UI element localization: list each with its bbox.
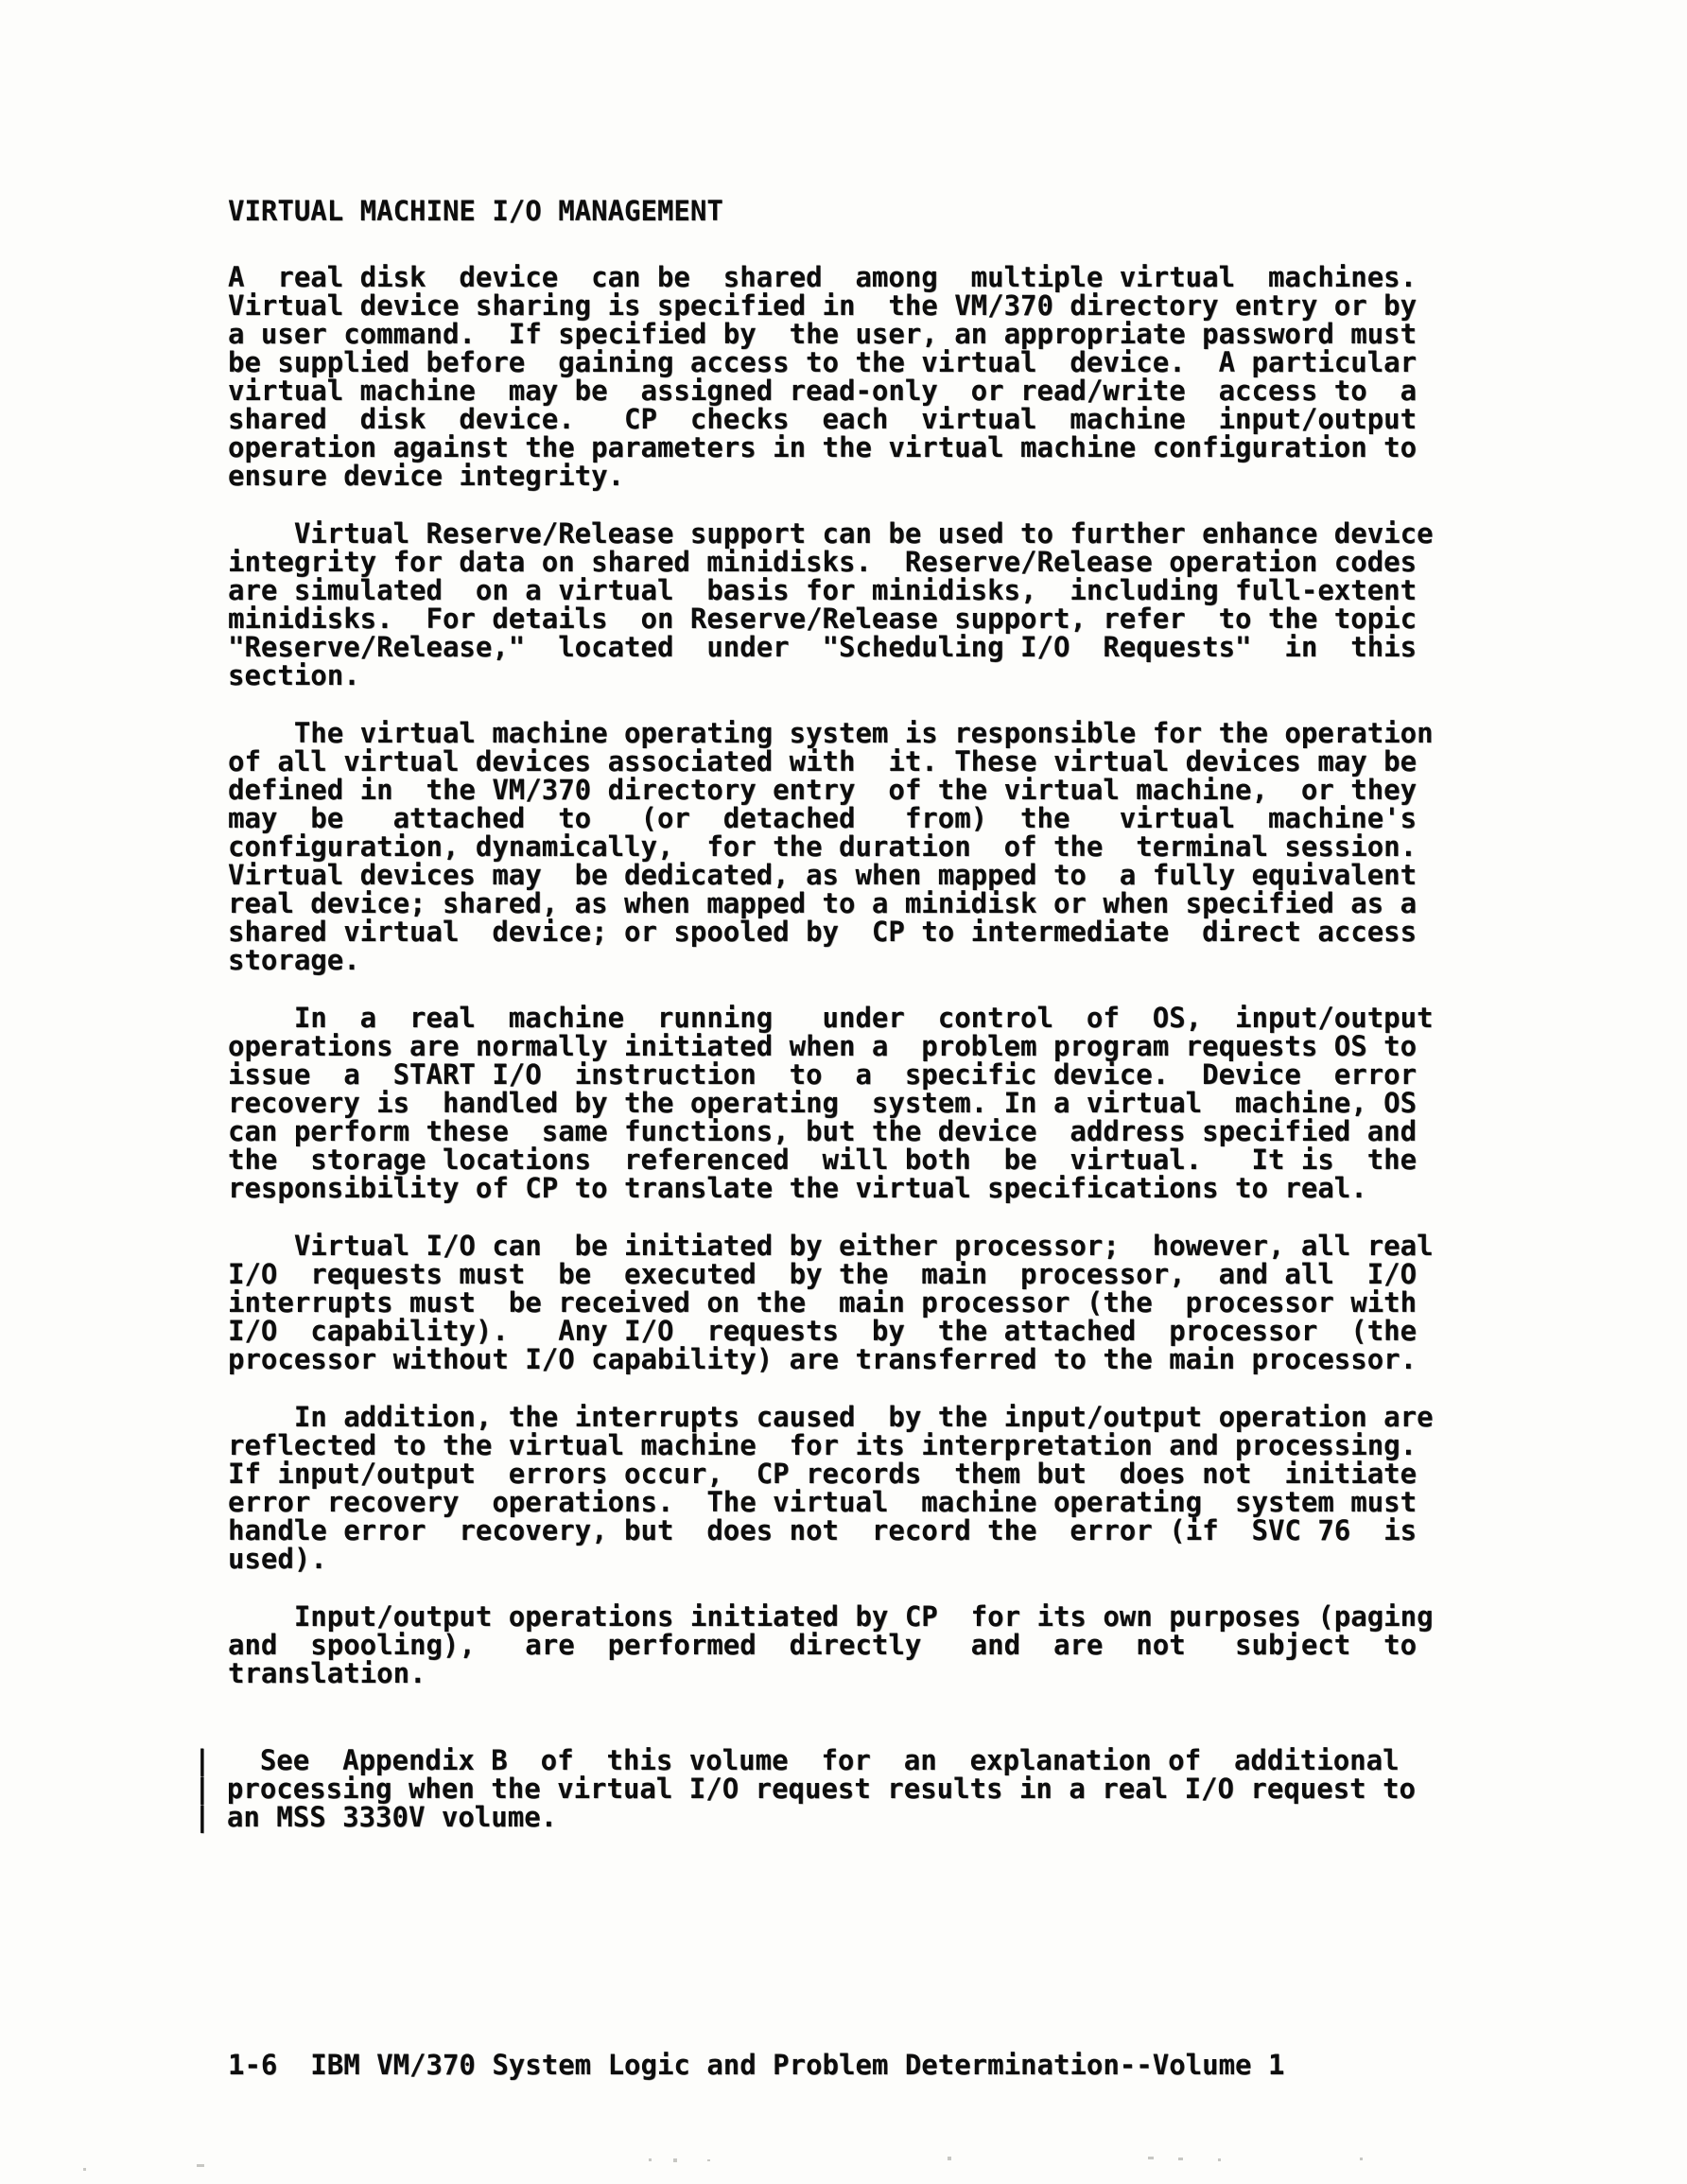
text-line: used). xyxy=(228,1543,327,1575)
text-line: operations are normally initiated when a problem program requests OS to xyxy=(228,1030,1417,1062)
scan-noise-speck xyxy=(1148,2157,1154,2159)
text-line: I/O requests must be executed by the main processor, and all I/O xyxy=(228,1258,1417,1290)
text-line: recovery is handled by the operating system. In a virtual machine, OS xyxy=(228,1087,1417,1119)
text-line: storage. xyxy=(228,944,360,976)
paragraph xyxy=(228,1232,1495,1373)
text-line: operation against the parameters in the virtual machine configuration to xyxy=(228,431,1417,463)
text-line: The virtual machine operating system is responsible for the operation xyxy=(228,717,1434,749)
page-footer: 1-6 IBM VM/370 System Logic and Problem Determination--Volume 1 xyxy=(228,2049,1285,2081)
paragraph xyxy=(228,1004,1495,1202)
text-line: a user command. If specified by the user, an appropriate password must xyxy=(228,318,1417,350)
text-line: real device; shared, as when mapped to a minidisk or when specified as a xyxy=(228,887,1417,919)
paragraph xyxy=(228,263,1495,490)
text-line: are simulated on a virtual basis for minidisks, including full-extent xyxy=(228,574,1417,606)
text-line: can perform these same functions, but the device address specified and xyxy=(228,1115,1417,1147)
text-line: In a real machine running under control of OS, input/output xyxy=(228,1002,1434,1034)
text-line: I/O capability). Any I/O requests by the attached processor (the xyxy=(228,1315,1417,1347)
text-line: Virtual devices may be dedicated, as when mapped to a fully equivalent xyxy=(228,859,1417,891)
text-line: Virtual device sharing is specified in the VM/370 directory entry or by xyxy=(228,289,1417,322)
paragraph xyxy=(228,719,1495,974)
scan-noise-speck xyxy=(707,2159,710,2161)
text-column xyxy=(194,195,1495,1833)
text-line: section. xyxy=(228,659,360,691)
text-line: translation. xyxy=(228,1657,426,1689)
text-line: and spooling), are performed directly and are not subject to xyxy=(228,1629,1417,1661)
text-line: | an MSS 3330V volume. xyxy=(194,1801,558,1833)
text-line: If input/output errors occur, CP records them but does not initiate xyxy=(228,1458,1417,1490)
scan-noise-speck xyxy=(948,2157,951,2160)
text-line: may be attached to (or detached from) the virtual machine's xyxy=(228,802,1417,834)
text-line: processor without I/O capability) are transferred to the main processor. xyxy=(228,1343,1417,1375)
paragraph xyxy=(228,1602,1495,1687)
text-line: Input/output operations initiated by CP for its own purposes (paging xyxy=(228,1600,1434,1633)
text-line: the storage locations referenced will both be virtual. It is the xyxy=(228,1144,1417,1176)
text-line: error recovery operations. The virtual machine operating system must xyxy=(228,1486,1417,1518)
text-line: ensure device integrity. xyxy=(228,460,625,492)
text-line: issue a START I/O instruction to a specific device. Device error xyxy=(228,1058,1417,1091)
text-line: | processing when the virtual I/O request results in a real I/O request to xyxy=(194,1773,1417,1805)
text-line: minidisks. For details on Reserve/Release support, refer to the topic xyxy=(228,603,1417,635)
text-line: handle error recovery, but does not record the error (if SVC 76 is xyxy=(228,1514,1417,1546)
text-line: Virtual I/O can be initiated by either processor; however, all real xyxy=(228,1230,1434,1262)
text-line: shared virtual device; or spooled by CP to intermediate direct access xyxy=(228,916,1417,948)
paragraph xyxy=(228,519,1495,690)
text-line: "Reserve/Release," located under "Scheduling I/O Requests" in this xyxy=(228,631,1417,663)
scan-noise-speck xyxy=(197,2164,204,2167)
text-line: integrity for data on shared minidisks. Reserve/Release operation codes xyxy=(228,546,1417,578)
scan-noise-speck xyxy=(1218,2158,1221,2161)
text-line: reflected to the virtual machine for its interpretation and processing. xyxy=(228,1429,1417,1461)
text-line: | See Appendix B of this volume for an explanation of additional xyxy=(194,1744,1400,1776)
text-line: be supplied before gaining access to the virtual device. A particular xyxy=(228,346,1417,378)
text-line: defined in the VM/370 directory entry of the virtual machine, or they xyxy=(228,774,1417,806)
scan-noise-speck xyxy=(649,2158,652,2161)
text-line: configuration, dynamically, for the duration of the terminal session. xyxy=(228,830,1417,863)
text-line: of all virtual devices associated with it. These virtual devices may be xyxy=(228,745,1417,778)
text-line: In addition, the interrupts caused by the input/output operation are xyxy=(228,1401,1434,1433)
section-heading: VIRTUAL MACHINE I/O MANAGEMENT xyxy=(228,195,723,227)
text-line: A real disk device can be shared among multiple virtual machines. xyxy=(228,261,1417,293)
scan-noise-speck xyxy=(1178,2158,1183,2160)
scan-noise-speck xyxy=(83,2168,86,2171)
text-line: shared disk device. CP checks each virtual machine input/output xyxy=(228,403,1417,435)
text-line: interrupts must be received on the main processor (the processor with xyxy=(228,1286,1417,1319)
text-line: virtual machine may be assigned read-only or read/write access to a xyxy=(228,375,1417,407)
text-line: responsibility of CP to translate the virtual specifications to real. xyxy=(228,1172,1367,1204)
change-note xyxy=(194,1746,1495,1831)
scan-noise-speck xyxy=(1360,2158,1363,2160)
body-paragraphs xyxy=(228,263,1495,1687)
paragraph xyxy=(228,1403,1495,1573)
text-line: Virtual Reserve/Release support can be used to further enhance device xyxy=(228,517,1434,550)
scan-noise-speck xyxy=(673,2158,677,2162)
